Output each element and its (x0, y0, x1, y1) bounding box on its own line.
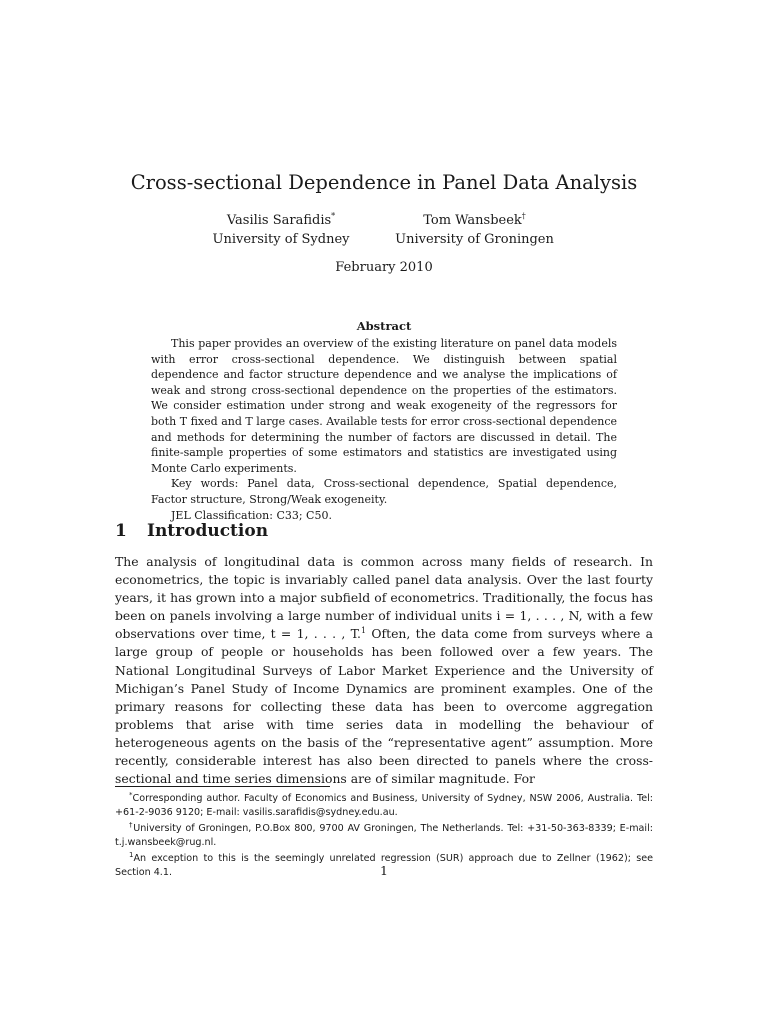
section-heading-introduction (115, 519, 268, 543)
author-block-sarafidis (195, 211, 367, 249)
paper-title: Cross-sectional Dependence in Panel Data Analysis (130, 171, 638, 194)
footnote-wansbeek: †University of Groningen, P.O.Box 800, 9700 AV Groningen, The Netherlands. Tel: +31-50-363-8339; E-mail: t.j.wansbeek@rug.nl. (115, 821, 653, 848)
author-footnote-mark: * (331, 211, 336, 221)
abstract-jel: JEL Classification: C33; C50. (171, 508, 332, 522)
abstract-text: This paper provides an overview of the existing literature on panel data models with error cross-sectional dependence. We distinguish between spatial dependence and factor structure dependence and we analyse the implications of weak and strong cross-sectional dependence on the properties of the estimators. We consider estimation under strong and weak exogeneity of the regressors for both T fixed and T large cases. Available tests for error cross-sectional dependence and methods for determining the number of factors are discussed in detail. The finite-sample properties of some estimators and statistics are investigated using Monte Carlo experiments. (151, 337, 617, 475)
author-name: Vasilis Sarafidis* (226, 211, 336, 228)
abstract-keywords: Key words: Panel data, Cross-sectional dependence, Spatial dependence, Factor structure, Strong/Weak exogeneity. (151, 477, 617, 506)
introduction-paragraph: The analysis of longitudinal data is common across many fields of research. In econometrics, the topic is invariably called panel data analysis. Over the last fourty years, it has grown into a major subfield of econometrics. Traditionally, the focus has been on panels involving a large number of individual units i = 1, . . . , N, with a few observations over time, t = 1, . . . , T.$^1$ Often, the data come from surveys where a large group of people or households has been followed over a few years. The National Longitudinal Surveys of Labor Market Experience and the University of Michigan’s Panel Study of Income Dynamics are prominent examples. One of the primary reasons for collecting these data has been to overcome aggregation problems that arise with time series data in modelling the behaviour of heterogeneous agents on the basis of the “representative agent” assumption. More recently, considerable interest has also been directed to panels where the cross-sectional and time series dimensions are of similar magnitude. For (115, 554, 653, 787)
abstract-heading: Abstract (356, 319, 412, 333)
footnote-reference-1: 1 (360, 626, 367, 636)
author-block-wansbeek (382, 211, 567, 249)
footnote-sur: $^1$An exception to this is the seemingly unrelated regression (SUR) approach due to Zellner (1962); see Section 4.1. (115, 851, 653, 878)
section-number: 1 (115, 521, 127, 541)
page-number: 1 (380, 863, 388, 878)
paper-date: February 2010 (335, 260, 433, 275)
author-affiliation: University of Groningen (395, 232, 554, 247)
author-affiliation: University of Sydney (212, 232, 350, 247)
author-footnote-mark: † (521, 211, 526, 221)
footnote-divider (115, 786, 330, 787)
author-name: Tom Wansbeek† (423, 211, 526, 228)
introduction-body (115, 553, 653, 788)
abstract-body (151, 336, 617, 523)
footnote-corresponding-author: *Corresponding author. Faculty of Economics and Business, University of Sydney, NSW 2006, Australia. Tel: +61-2-9036 9120; E-mail: vasilis.sarafidis@sydney.edu.au. (115, 791, 653, 818)
section-title: Introduction (147, 521, 269, 541)
